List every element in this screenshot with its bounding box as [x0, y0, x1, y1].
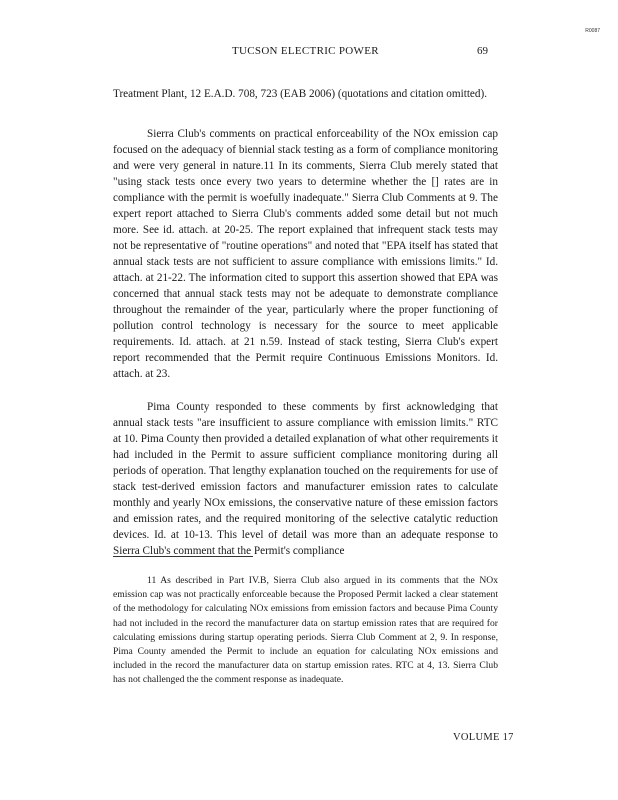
paragraph-sierra-club-comments: [113, 126, 498, 382]
page-stamp: R0087: [585, 28, 600, 34]
volume-footer: VOLUME 17: [453, 732, 514, 743]
footnote-divider: [113, 556, 253, 557]
footnote: 11 As described in Part IV.B, Sierra Club also argued in its comments that the NOx emission cap was not practically enforceable because the Proposed Permit lacked a clear statement of the methodology for calculating NOx emissions from emission factors and because Pima County had not included in the record the manufacturer data on startup emission rates that are required for calculating emissions during startup operating periods. Sierra Club Comment at 2, 9. In response, Pima County amended the Permit to include an equation for calculating NOx emissions and included in the record the manufacturer data on startup emission rates. RTC at 4, 13. Sierra Club has not challenged the the comment response as inadequate.: [113, 575, 498, 686]
paragraph-text: Treatment Plant, 12 E.A.D. 708, 723 (EAB 2006) (quotations and citation omitted).: [113, 88, 488, 100]
paragraph-continuation: [113, 86, 498, 102]
paragraph-text: Sierra Club's comments on practical enforceability of the NOx emission cap focused on the adequacy of biennial stack testing as a form of compliance monitoring and were very general in nature.11 In its comments, Sierra Club merely stated that "using stack tests once every two years to determine whether the [] rates are in compliance with the permit is woefully inadequate." Sierra Club Comments at 9. The expert report attached to Sierra Club's comments added some detail but not much more. See id. attach. at 20-25. The report explained that infrequent stack tests may not be representative of "routine operations" and noted that "EPA itself has stated that annual stack tests are not sufficient to assure compliance with emissions limits." Id. attach. at 21-22. The information cited to support this assertion showed that EPA was concerned that annual stack tests may not be adequate to demonstrate compliance throughout the remainder of the year, particularly where the proper functioning of pollution control technology is necessary for the source to meet applicable requirements. Id. attach. at 21 n.59. Instead of stack testing, Sierra Club's expert report recommended that the Permit require Continuous Emissions Monitors. Id. attach. at 23.: [113, 128, 498, 380]
paragraph-pima-county-response: [113, 399, 498, 559]
page-number: 69: [477, 45, 488, 57]
running-header: TUCSON ELECTRIC POWER: [232, 45, 379, 57]
paragraph-text: Pima County responded to these comments by first acknowledging that annual stack tests "are insufficient to assure compliance with emission limits." RTC at 10. Pima County then provided a detailed explanation of what other requirements it had included in the Permit to assure sufficient compliance monitoring during all periods of operation. That lengthy explanation touched on the requirements for use of stack test-derived emission factors and manufacturer emission rates to calculate monthly and yearly NOx emissions, the conservative nature of these emission factors and emission rates, and the required monitoring of the selective catalytic reduction devices. Id. at 10-13. This level of detail was more than an adequate response to Sierra Club's comment that the Permit's compliance: [113, 401, 498, 557]
